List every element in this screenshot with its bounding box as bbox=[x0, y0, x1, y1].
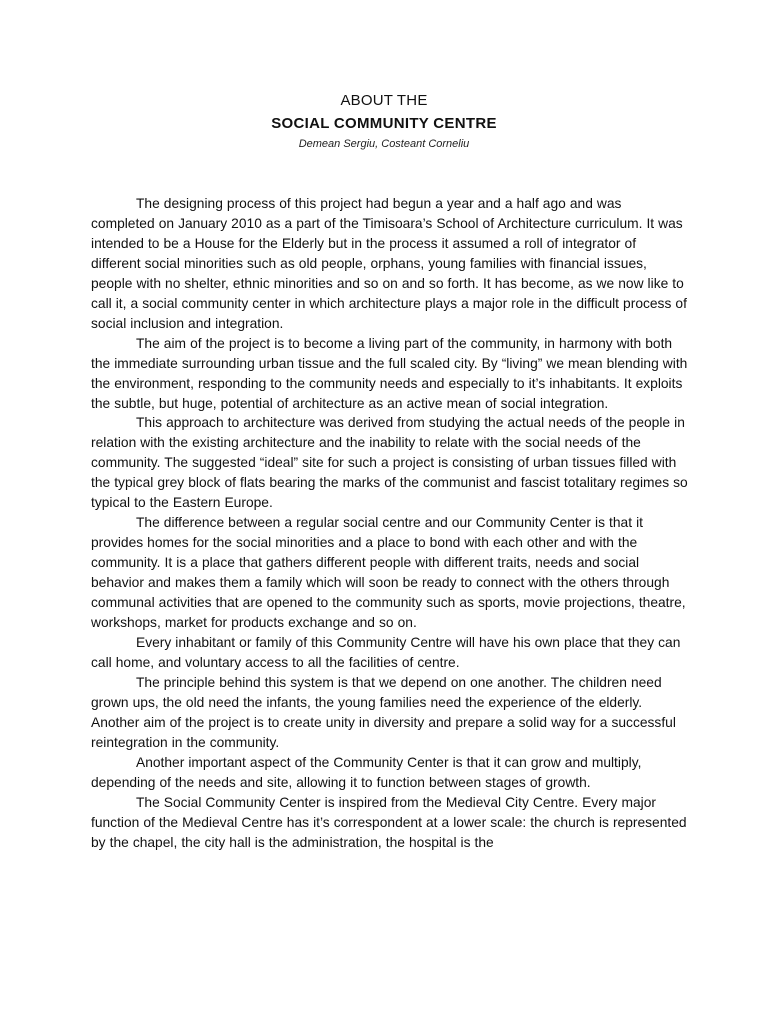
paragraph-5: Every inhabitant or family of this Community Centre will have his own place that they can call home, and voluntary access to all the facilities of centre. bbox=[91, 634, 681, 670]
paragraph-2: The aim of the project is to become a living part of the community, in harmony with both the immediate surrounding urban tissue and the full scaled city. By “living” we mean blending with the environment, responding to the community needs and especially to it’s inhabitants. It exploits the subtle, but huge, potential of architecture as an active mean of social integration. bbox=[91, 335, 688, 411]
body-text bbox=[91, 194, 689, 852]
paragraph-8: The Social Community Center is inspired from the Medieval City Centre. Every major function of the Medieval Centre has it’s correspondent at a lower scale: the church is represented by the chapel, the city hall is the administration, the hospital is the bbox=[91, 794, 687, 850]
paragraph-1: The designing process of this project had begun a year and a half ago and was completed on January 2010 as a part of the Timisoara’s School of Architecture curriculum. It was intended to be a House for the Elderly but in the process it assumed a roll of integrator of different social minorities such as old people, orphans, young families with financial issues, people with no shelter, ethnic minorities and so on and so forth. It has become, as we now like to call it, a social community center in which architecture plays a major role in the difficult process of social inclusion and integration. bbox=[91, 196, 687, 331]
paragraph-6: The principle behind this system is that we depend on one another. The children need grown ups, the old need the infants, the young families need the experience of the elderly. Another aim of the project is to create unity in diversity and prepare a solid way for a successful reintegration in the community. bbox=[91, 674, 676, 750]
authors-byline: Demean Sergiu, Costeant Corneliu bbox=[298, 138, 470, 150]
document-title: SOCIAL COMMUNITY CENTRE bbox=[271, 115, 497, 132]
paragraph-7: Another important aspect of the Community Center is that it can grow and multiply, depending of the needs and site, allowing it to function between stages of growth. bbox=[91, 754, 642, 790]
paragraph-4: The difference between a regular social centre and our Community Center is that it provides homes for the social minorities and a place to bond with each other and with the community. It is a place that gathers different people with different traits, needs and social behavior and makes them a family which will soon be ready to connect with the others through communal activities that are opened to the community such as sports, movie projections, theatre, workshops, market for products exchange and so on. bbox=[91, 515, 686, 631]
paragraph-3: This approach to architecture was derived from studying the actual needs of the people in relation with the existing architecture and the inability to relate with the social needs of the community. The suggested “ideal” site for such a project is consisting of urban tissues filled with the typical grey block of flats bearing the marks of the communist and fascist totalitary regimes so typical to the Eastern Europe. bbox=[91, 415, 688, 511]
title-line-1: ABOUT THE bbox=[340, 92, 428, 109]
